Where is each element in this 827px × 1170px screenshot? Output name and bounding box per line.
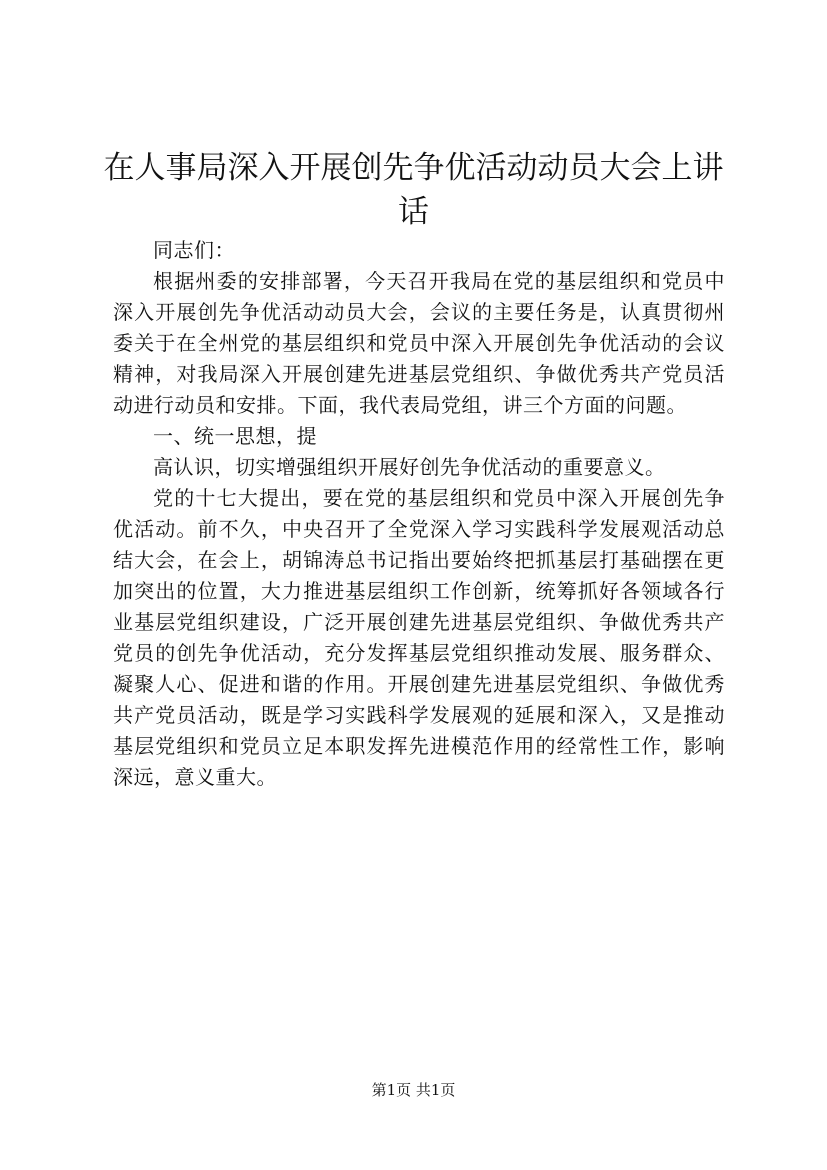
- body-paragraph: 党的十七大提出，要在党的基层组织和党员中深入开展创先争优活动。前不久，中央召开了全党深入学习实践科学发展观活动总结大会，在会上，胡锦涛总书记指出要始终把抓基层打基础摆在更加突出的位置，大力推进基层组织工作创新，统筹抓好各领域各行业基层党组织建设，广泛开展创建先进基层党组织、争做优秀共产党员的创先争优活动，充分发挥基层党组织推动发展、服务群众、凝聚人心、促进和谐的作用。开展创建先进基层党组织、争做优秀共产党员活动，既是学习实践科学发展观的延展和深入，又是推动基层党组织和党员立足本职发挥先进模范作用的经常性工作，影响深远，意义重大。: [113, 486, 725, 789]
- intro-paragraph: 根据州委的安排部署，今天召开我局在党的基层组织和党员中深入开展创先争优活动动员大会，会议的主要任务是，认真贯彻州委关于在全州党的基层组织和党员中深入开展创先争优活动的会议精神，对我局深入开展创建先进基层党组织、争做优秀共产党员活动进行动员和安排。下面，我代表局党组，讲三个方面的问题。: [113, 269, 725, 417]
- page-number-footer: 第1页 共1页: [371, 1081, 456, 1099]
- document-body: [113, 235, 725, 793]
- document-title: 在人事局深入开展创先争优活动动员大会上讲话: [103, 150, 724, 230]
- section-heading-part2: 高认识，切实增强组织开展好创先争优活动的重要意义。: [153, 455, 666, 479]
- section-heading-part1: 一、统一思想，提: [153, 424, 317, 448]
- salutation-paragraph: 同志们：: [153, 238, 235, 262]
